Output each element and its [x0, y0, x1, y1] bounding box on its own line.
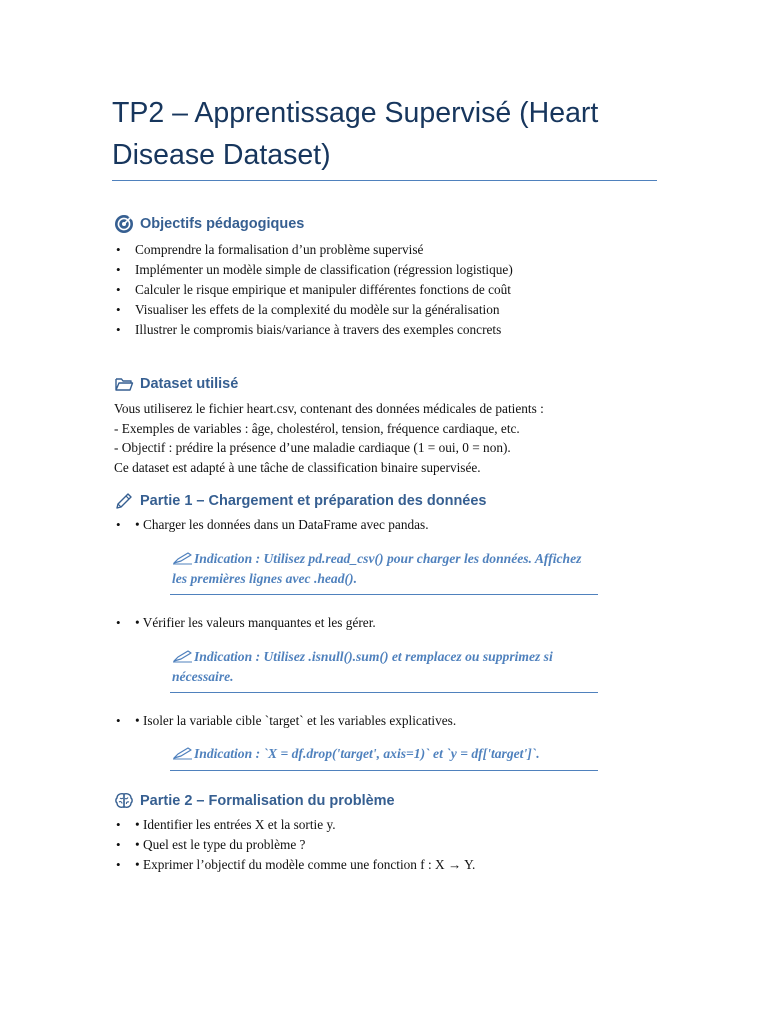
dataset-heading-text: Dataset utilisé: [140, 376, 239, 392]
hint-box: [172, 744, 598, 764]
dataset-line: Vous utiliserez le fichier heart.csv, contenant des données médicales de patients :: [114, 401, 544, 416]
dataset-line: - Objectif : prédire la présence d’une maladie cardiaque (1 = oui, 0 = non).: [114, 440, 511, 455]
writing-hand-icon: [172, 551, 194, 565]
hint-divider: [170, 692, 598, 693]
list-item: • • Vérifier les valeurs manquantes et les gérer.: [116, 615, 376, 630]
dataset-heading: [114, 374, 238, 394]
hint-text: Indication : Utilisez .isnull().sum() et remplacez ou supprimez si nécessaire.: [172, 649, 553, 684]
partie1-heading-text: Partie 1 – Chargement et préparation des données: [140, 493, 487, 509]
hint-text: Indication : `X = df.drop('target', axis=1)` et `y = df['target']`.: [194, 746, 540, 761]
hint-divider: [170, 770, 598, 771]
partie2-list: [114, 815, 475, 875]
dataset-description: [114, 399, 674, 477]
pencil-icon: [114, 491, 134, 511]
partie1-step-2: [114, 613, 376, 633]
partie2-heading: [114, 791, 395, 811]
target-icon: [114, 214, 134, 234]
list-item: • Comprendre la formalisation d’un problème supervisé: [116, 242, 424, 257]
list-item: • • Exprimer l’objectif du modèle comme une fonction f : X → Y.: [116, 857, 476, 872]
writing-hand-icon: [172, 746, 194, 760]
list-item: • • Quel est le type du problème ?: [116, 837, 306, 852]
writing-hand-icon: [172, 649, 194, 663]
document-title: TP2 – Apprentissage Supervisé (Heart Disease Dataset): [112, 97, 599, 171]
list-item: • Visualiser les effets de la complexité du modèle sur la généralisation: [116, 302, 500, 317]
brain-icon: [114, 791, 134, 811]
list-item: • • Isoler la variable cible `target` et les variables explicatives.: [116, 713, 457, 728]
dataset-line: - Exemples de variables : âge, cholestérol, tension, fréquence cardiaque, etc.: [114, 420, 520, 436]
title-underline: [112, 180, 657, 181]
list-item: • Illustrer le compromis biais/variance à travers des exemples concrets: [116, 322, 502, 337]
partie1-step-3: [114, 711, 456, 731]
objectifs-heading: [114, 214, 304, 234]
list-item: • • Charger les données dans un DataFrame avec pandas.: [116, 517, 429, 532]
list-item: • Calculer le risque empirique et manipuler différentes fonctions de coût: [116, 282, 512, 297]
hint-box: [172, 549, 598, 588]
list-item: • Implémenter un modèle simple de classification (régression logistique): [116, 262, 513, 277]
hint-text: Indication : Utilisez pd.read_csv() pour charger les données. Affichez les premières lignes avec .head().: [172, 551, 582, 586]
hint-box: [172, 647, 598, 686]
partie1-step-1: [114, 515, 429, 535]
objectifs-list: [114, 240, 513, 340]
dataset-line: Ce dataset est adapté à une tâche de classification binaire supervisée.: [114, 459, 481, 475]
partie1-heading: [114, 491, 487, 511]
objectifs-heading-text: Objectifs pédagogiques: [140, 216, 305, 232]
partie2-heading-text: Partie 2 – Formalisation du problème: [140, 793, 395, 809]
hint-divider: [170, 594, 598, 595]
list-item: • • Identifier les entrées X et la sortie y.: [116, 817, 336, 832]
folder-icon: [114, 374, 134, 394]
